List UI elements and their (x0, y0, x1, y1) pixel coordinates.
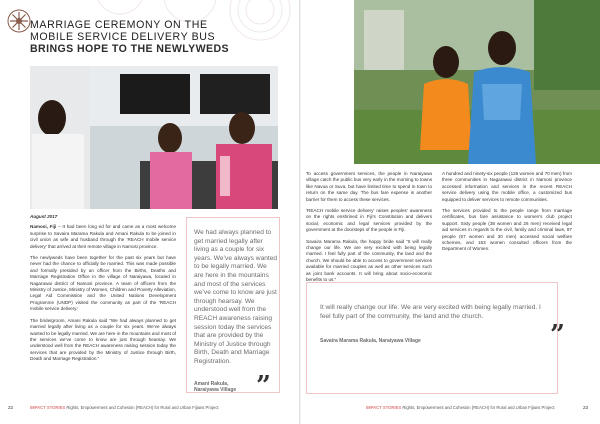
couple-photo (354, 0, 600, 164)
footer-right (366, 405, 555, 411)
reach-logo-icon (6, 8, 32, 34)
page-number-left: 22 (8, 405, 14, 410)
pull-quote-author: Amani Rakula, (194, 381, 229, 387)
footer-impact-label: IMPACT STORIES (366, 405, 402, 410)
footer-project-text: Rights, Empowerment and Cohesion (REACH) for Rural and Urban Fijians Project (401, 405, 555, 410)
dateline: Namosi, Fiji (30, 224, 57, 230)
footer-project-text: Rights, Empowerment and Cohesion (REACH) for Rural and Urban Fijians Project (65, 405, 219, 410)
headline-line-1: MARRIAGE CEREMONY ON THE (30, 19, 208, 31)
article-date: August 2017 (30, 214, 58, 219)
left-paragraph-1 (30, 224, 176, 250)
right-body-column-1 (306, 171, 432, 289)
footer-left (30, 405, 219, 411)
page-number-right: 23 (583, 405, 589, 410)
pull-quote-location: Naraiyawa Village (194, 387, 237, 394)
left-pull-quote (186, 217, 280, 401)
pull-quote-author: Savaira Marama Rakula, Naraiyawa Village (320, 338, 421, 344)
closing-quote-icon: ” (256, 371, 271, 401)
right-body-column-2 (442, 171, 572, 258)
left-paragraph-1-text: – It had been long ed for and came as a most welcome surprise to Savaira Marama Rakula and Amani Rakula to be joined in civil union as wife and husband through the ‘REACH mobile service delivery’ that arrived at their remote village in Namosi province. (30, 224, 176, 249)
couple-illustration (354, 0, 600, 164)
footer-impact-label: IMPACT STORIES (30, 405, 66, 410)
closing-quote-icon: ” (550, 320, 565, 350)
page-gutter (299, 0, 301, 424)
right-col1-paragraph-1: To access government services, the people in Naraiyawa village catch the public bus very early in the morning to towns like Navua or Suva, but have limited time to spend in town to return on the same day. The bus fare expense is another barrier for them to access these services. (306, 171, 432, 202)
bus-interior-illustration (30, 66, 278, 209)
left-paragraph-3: The bride/groom, Amani Rakula said “We had always planned to get married legally after living as a couple for six years. We’ve always wanted to be legally married. We are here in the mountains and most of the services we’ve come to know are just through hearsay. We understood well from the REACH awareness raising session today the services that are provided by the Ministry of Justice through Birth, Death and Marriage Registration.” (30, 317, 176, 362)
headline-line-3: BRINGS HOPE TO THE NEWLYWEDS (30, 43, 229, 55)
pull-quote-text: It will really change our life. We are very excited with being legally married. I feel fully part of the community, the land and the church. (320, 304, 541, 320)
right-col2-paragraph-1: A hundred and ninety-six people (126 women and 70 men) from three communities in Nagarawai district in Namosi province accessed information and services in the recent REACH service delivery using the mobile office, a customized bus equipped to deliver services to remote communities. (442, 171, 572, 202)
bus-interior-photo (30, 66, 278, 209)
right-col1-paragraph-2: ‘REACH mobile service delivery’ raises peoples’ awareness on the rights enshrined in Fiji’s Constitution and delivers social, economic and legal services provided by the government at the doorsteps of the people in Fiji. (306, 208, 432, 233)
right-pull-quote (306, 282, 576, 394)
left-paragraph-2: The newlyweds have been together for the past six years but have never had the chance to officially be married. This was made possible and formally presided by an officer from the Births, Deaths and Marriage Registration Office in the village of Naraiyawa, located in Nagarawai district of Namosi province. A team of officers from the Ministry of Justice, Ministry of Women, Children and Poverty Alleviation, Legal Aid Commission and the United Nations Development Programme (UNDP) visited the community as part of the ‘REACH mobile service delivery.’ (30, 255, 176, 312)
headline-line-2: MOBILE SERVICE DELIVERY BUS (30, 31, 216, 43)
pull-quote-text: We had always planned to get married legally after living as a couple for six years. We’ve always wanted to be legally married. We are here in the mountains and most of the services we’ve come to know are just through hearsay. We understood well from the REACH awareness raising session today the services that are provided by the Ministry of Justice through Birth, Death and Marriage Registration. (194, 229, 278, 365)
right-col1-paragraph-3: Savaira Marama Rakula, the happy bride said “It will really change our life. We are very excited with being legally married. I feel fully part of the community, the land and the church. We should be able to access to government services available for married couples as well as other services such as joint bank accounts. It will bring about socio-economic benefits to us.” (306, 238, 432, 283)
left-body-column (30, 214, 176, 368)
right-col2-paragraph-2: The services provided to the people range from marriage certificates, bus fare assistance to women’s club project support. Sixty people (38 women and 26 men) received legal aid services in regards to the civil, family and criminal laws, 97 people (67 women and 30 men) accessed social welfare schemes, and 153 women consulted officers from the Department of Women. (442, 208, 572, 252)
